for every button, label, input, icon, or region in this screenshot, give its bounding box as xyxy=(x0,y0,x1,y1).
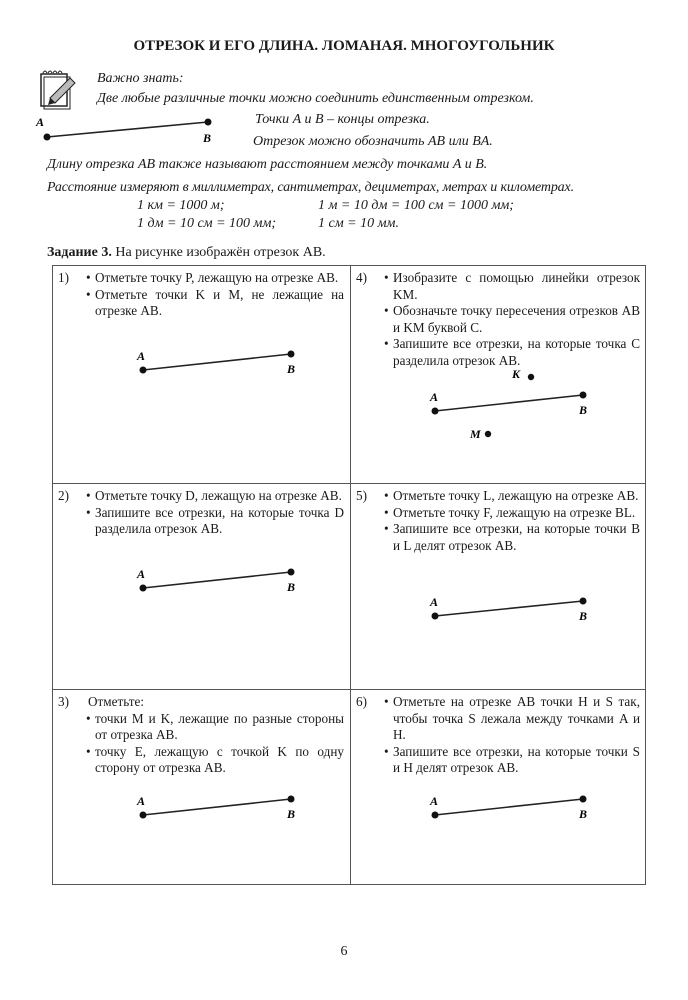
segment-ab-figure xyxy=(53,266,351,483)
point-a-label: A xyxy=(137,567,146,581)
instruction: • точку E, лежащую с точкой K по одну сторону от отрезка AB. xyxy=(86,744,344,777)
point-b-label: B xyxy=(579,807,588,821)
exercise-number: 5) xyxy=(356,488,367,503)
page-title: ОТРЕЗОК И ЕГО ДЛИНА. ЛОМАНАЯ. МНОГОУГОЛЬНИК xyxy=(133,38,555,54)
segment-ab-figure xyxy=(53,484,351,690)
point-b-label: B xyxy=(287,807,296,821)
point-a-label: A xyxy=(430,595,439,609)
intro-segment-figure xyxy=(0,110,240,150)
exercise-number: 1) xyxy=(58,270,69,285)
point-b-label: B xyxy=(579,609,588,623)
paragraph: Длину отрезка AB также называют расстоянием между точками A и B. xyxy=(47,157,488,172)
instruction: • Обозначьте точку пересечения отрезков AB и KM буквой C. xyxy=(384,303,640,336)
instruction: • Отметьте точки K и M, не лежащие на отрезке AB. xyxy=(86,287,344,320)
instruction: • Запишите все отрезки, на которые точка C разделила отрезок AB. xyxy=(384,336,640,369)
point-b-label: B xyxy=(287,580,296,594)
instruction: • Изобразите с помощью линейки отрезок KM. xyxy=(384,270,640,303)
point-a-label: A xyxy=(430,794,439,808)
point-a-label: A xyxy=(430,390,439,404)
page-number: 6 xyxy=(340,944,348,959)
exercise-cell-4 xyxy=(351,266,646,483)
important-label: Важно знать: xyxy=(97,71,184,86)
point-m-label: M xyxy=(470,427,481,441)
segment-ab-figure xyxy=(53,690,351,885)
intro-line-2: Отрезок можно обозначить AB или BA. xyxy=(253,134,493,149)
point-b-label: B xyxy=(287,362,296,376)
point-b-label: B xyxy=(203,131,212,145)
exercise-number: 6) xyxy=(356,694,367,709)
instruction: • Запишите все отрезки, на которые точки S и H делят отрезок AB. xyxy=(384,744,640,777)
instruction: • точки M и K, лежащие по разные стороны от отрезка AB. xyxy=(86,711,344,744)
segment-ab-figure xyxy=(351,266,646,483)
exercise-number: 2) xyxy=(58,488,69,503)
instruction: • Запишите все отрезки, на которые точка D разделила отрезок AB. xyxy=(86,505,344,538)
exercise-cell-2 xyxy=(53,483,351,689)
point-a-label: A xyxy=(137,349,146,363)
unit-formula: 1 см = 10 мм. xyxy=(318,216,399,231)
instruction: • Отметьте точку L, лежащую на отрезке AB. xyxy=(384,488,640,505)
exercise-number: 4) xyxy=(356,270,367,285)
exercise-cell-6 xyxy=(351,689,646,884)
instruction: • Отметьте точку P, лежащую на отрезке AB. xyxy=(86,270,344,287)
exercise-table xyxy=(52,265,646,885)
task-heading xyxy=(47,245,326,261)
unit-formula: 1 км = 1000 м; xyxy=(137,198,225,213)
task-text: На рисунке изображён отрезок AB. xyxy=(111,245,326,260)
instruction-lead: Отметьте: xyxy=(88,694,145,709)
segment-ab-figure xyxy=(351,484,646,690)
exercise-cell-5 xyxy=(351,483,646,689)
unit-formula: 1 дм = 10 см = 100 мм; xyxy=(137,216,277,231)
instruction: • Запишите все отрезки, на которые точки B и L делят отрезок AB. xyxy=(384,521,640,554)
point-k-label: K xyxy=(512,367,521,381)
point-a-label: A xyxy=(36,115,45,129)
point-a-label: A xyxy=(137,794,146,808)
instruction: • Отметьте на отрезке AB точки H и S так, чтобы точка S лежала между точками A и H. xyxy=(384,694,640,744)
paragraph: Расстояние измеряют в миллиметрах, сантиметрах, дециметрах, метрах и километрах. xyxy=(47,180,574,195)
point-b-label: B xyxy=(579,403,588,417)
intro-line-1: Точки A и B – концы отрезка. xyxy=(255,112,430,127)
unit-formula: 1 м = 10 дм = 100 см = 1000 мм; xyxy=(318,198,514,213)
important-text: Две любые различные точки можно соединить единственным отрезком. xyxy=(97,91,534,106)
notebook-pencil-icon xyxy=(38,68,78,110)
segment-ab-figure xyxy=(351,690,646,885)
instruction: • Отметьте точку D, лежащую на отрезке AB. xyxy=(86,488,344,505)
exercise-cell-1 xyxy=(53,266,351,483)
task-label: Задание 3. xyxy=(47,245,112,260)
instruction: • Отметьте точку F, лежащую на отрезке BL. xyxy=(384,505,640,522)
exercise-number: 3) xyxy=(58,694,69,709)
exercise-cell-3 xyxy=(53,689,351,884)
